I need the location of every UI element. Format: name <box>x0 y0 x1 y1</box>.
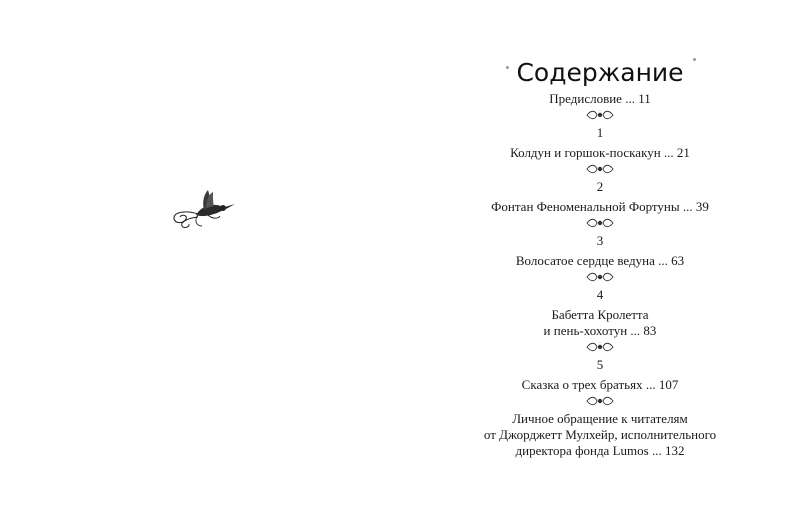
toc-entry-chapter-1[interactable] <box>400 125 800 161</box>
entry-text: Бабетта Кролетта <box>551 307 649 322</box>
flourish-divider-icon <box>585 109 615 121</box>
entry-text: от Джорджетт Мулхейр, исполнительного <box>483 427 717 442</box>
entry-text: Колдун и горшок-поскакун ... 21 <box>510 145 690 160</box>
flourish-divider-icon <box>585 395 615 407</box>
toc-title: Содержание <box>400 56 800 89</box>
toc-entry-chapter-2[interactable] <box>400 179 800 215</box>
entry-text: и пень-хохотун ... 83 <box>543 323 657 338</box>
entry-text: Личное обращение к читателям <box>512 411 688 426</box>
flourish-divider-icon <box>585 271 615 283</box>
toc-entry-chapter-3[interactable] <box>400 233 800 269</box>
chapter-number: 5 <box>596 357 604 372</box>
entry-text: Волосатое сердце ведуна ... 63 <box>515 253 685 268</box>
entry-text: директора фонда Lumos ... 132 <box>515 443 685 458</box>
flourish-divider-icon <box>585 217 615 229</box>
entry-text: Предисловие ... 11 <box>549 91 651 106</box>
right-page <box>400 0 800 508</box>
entry-text: Фонтан Феноменальной Фортуны ... 39 <box>491 199 709 214</box>
toc-entry-afterword[interactable] <box>400 411 800 459</box>
chapter-number: 4 <box>596 287 604 302</box>
toc-entry-chapter-4[interactable] <box>400 287 800 339</box>
flourish-divider-icon <box>585 341 615 353</box>
toc-entry-preface[interactable] <box>400 91 800 107</box>
entry-text: Сказка о трех братьях ... 107 <box>521 377 679 392</box>
chapter-number: 1 <box>596 125 604 140</box>
flourish-divider-icon <box>585 163 615 175</box>
chapter-number: 2 <box>596 179 604 194</box>
bird-ornament-icon <box>168 184 240 230</box>
toc-entry-chapter-5[interactable] <box>400 357 800 393</box>
table-of-contents <box>400 56 800 459</box>
chapter-number: 3 <box>596 233 604 248</box>
